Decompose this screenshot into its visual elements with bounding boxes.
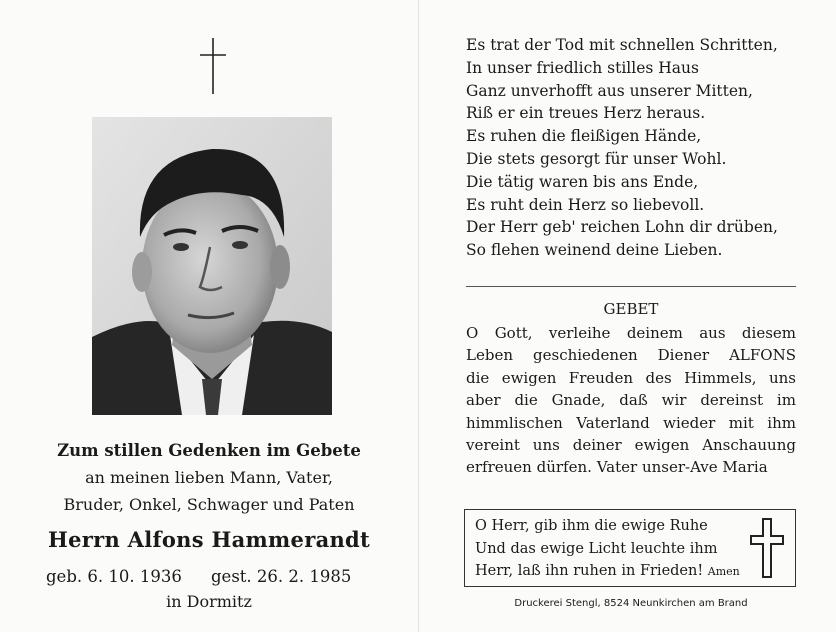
deceased-name: Herrn Alfons Hammerandt — [47, 527, 371, 552]
prayer-line — [466, 322, 796, 344]
prayer-word: Vaterland — [576, 413, 650, 432]
prayer-word: die — [466, 368, 490, 387]
prayer-word: ALFONS — [729, 346, 796, 365]
memorial-poem — [466, 34, 826, 262]
prayer-word: vereint — [466, 436, 520, 455]
prayer-word: die — [514, 391, 538, 410]
section-divider — [466, 286, 796, 287]
poem-line: Die tätig waren bis ans Ende, — [466, 172, 699, 191]
prayer-line — [466, 344, 796, 366]
death-date: gest. 26. 2. 1985 — [211, 567, 352, 586]
requiem-line-2: Und das ewige Licht leuchte ihm — [475, 540, 718, 557]
prayer-word: ihm — [767, 413, 796, 432]
poem-line: Es ruhen die fleißigen Hände, — [466, 127, 702, 146]
dedication-line-2: Bruder, Onkel, Schwager und Paten — [63, 495, 355, 514]
prayer-word: dürfen. — [536, 458, 597, 477]
prayer-word: ewigen — [501, 368, 557, 387]
prayer-word: uns — [768, 368, 796, 387]
prayer-word: Maria — [722, 458, 768, 477]
right-panel — [418, 0, 836, 632]
prayer-word: daß — [619, 391, 648, 410]
amen-text: Amen — [707, 565, 740, 578]
poem-line: Der Herr geb' reichen Lohn dir drüben, — [466, 218, 778, 237]
prayer-word: Leben — [466, 346, 513, 365]
prayer-word: diesem — [741, 324, 796, 342]
requiem-line-3-text: Herr, laß ihn ruhen in Frieden! — [475, 563, 704, 579]
prayer-word: wir — [661, 391, 687, 410]
prayer-word: deiner — [572, 436, 622, 455]
prayer-word: dereinst — [700, 391, 764, 410]
prayer-word: Himmels, — [684, 368, 757, 387]
prayer-line — [466, 367, 796, 389]
latin-cross-icon — [198, 38, 228, 94]
requiem-line-1: O Herr, gib ihm die ewige Ruhe — [475, 518, 708, 534]
prayer-word: geschiedenen — [533, 346, 638, 365]
poem-line: Riß er ein treues Herz heraus. — [466, 104, 706, 123]
requiem-box — [464, 509, 796, 587]
prayer-word: ewigen — [634, 436, 690, 455]
prayer-word: aber — [466, 391, 501, 410]
prayer-word: mit — [728, 413, 754, 432]
prayer-word: himmlischen — [466, 413, 563, 432]
prayer-word: im — [776, 391, 796, 410]
poem-line: Es trat der Tod mit schnellen Schritten, — [466, 36, 778, 54]
prayer-line — [466, 456, 796, 478]
outline-cross-icon — [750, 518, 784, 578]
life-dates — [0, 567, 418, 589]
poem-line: In unser friedlich stilles Haus — [466, 58, 699, 77]
dedication-line-1: an meinen lieben Mann, Vater, — [85, 468, 333, 487]
portrait-photo — [92, 117, 332, 415]
prayer-word: Freuden — [568, 368, 634, 387]
prayer-text — [466, 322, 796, 479]
prayer-word: uns — [532, 436, 560, 455]
prayer-word: O — [466, 324, 479, 342]
prayer-word: Gott, — [494, 324, 533, 342]
poem-line: So flehen weinend deine Lieben. — [466, 241, 723, 260]
poem-line: Die stets gesorgt für unser Wohl. — [466, 149, 727, 168]
prayer-word: unser-Ave — [641, 458, 723, 477]
prayer-word: Anschauung — [702, 436, 796, 455]
prayer-word: deinem — [626, 324, 683, 342]
prayer-word: wieder — [663, 413, 716, 432]
prayer-title: GEBET — [603, 300, 659, 318]
prayer-word: aus — [699, 324, 726, 342]
prayer-line — [466, 434, 796, 456]
prayer-word: verleihe — [548, 324, 611, 342]
prayer-word: Diener — [657, 346, 710, 365]
birth-date: geb. 6. 10. 1936 — [46, 567, 182, 586]
prayer-word: des — [645, 368, 672, 387]
prayer-line — [466, 389, 796, 411]
prayer-word: Gnade, — [551, 391, 606, 410]
prayer-line — [466, 412, 796, 434]
printer-credit: Druckerei Stengl, 8524 Neunkirchen am Brand — [514, 598, 748, 609]
requiem-text — [475, 515, 740, 584]
prayer-word: erfreuen — [466, 458, 537, 477]
memorial-heading: Zum stillen Gedenken im Gebete — [57, 441, 361, 460]
poem-line: Ganz unverhofft aus unserer Mitten, — [466, 81, 753, 100]
requiem-line-3 — [475, 560, 740, 584]
poem-line: Es ruht dein Herz so liebevoll. — [466, 195, 705, 214]
place-of-residence: in Dormitz — [166, 592, 252, 611]
prayer-word: Vater — [596, 458, 642, 477]
